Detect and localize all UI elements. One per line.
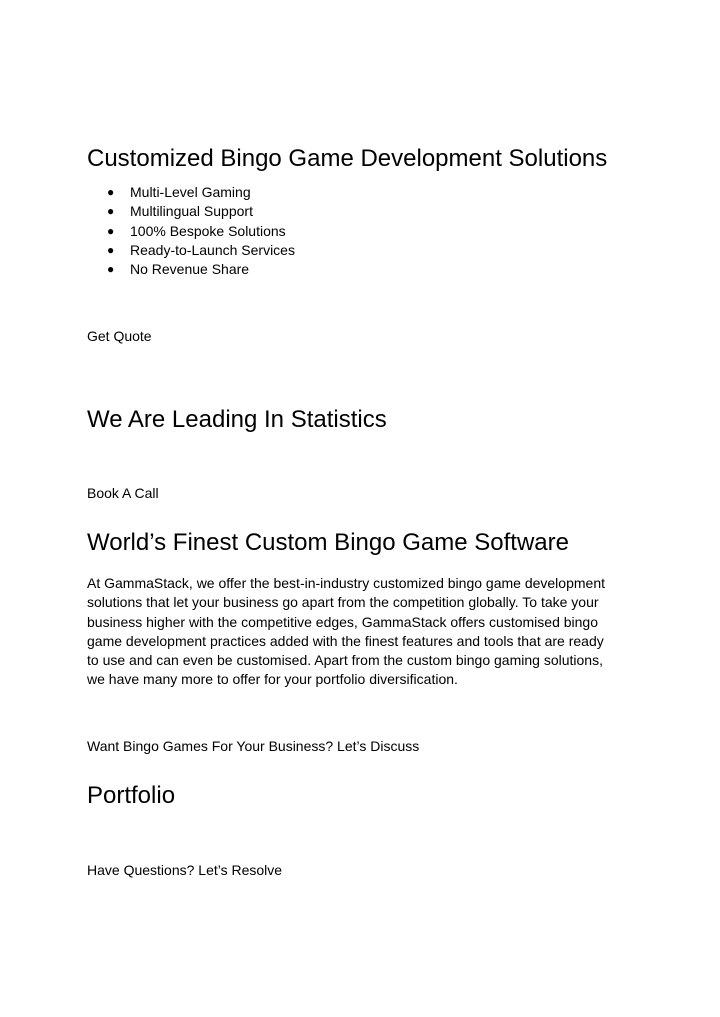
- list-item: [107, 260, 295, 279]
- discuss-text: Want Bingo Games For Your Business? Let’s Discuss: [87, 738, 420, 754]
- get-quote-text: Get Quote: [87, 328, 152, 344]
- bullet-icon: ●: [107, 185, 115, 199]
- bullet-icon: ●: [107, 204, 115, 219]
- book-call-text: Book A Call: [87, 485, 159, 501]
- bullet-icon: ●: [107, 242, 115, 257]
- list-item: [107, 222, 295, 241]
- heading-portfolio: Portfolio: [87, 782, 176, 809]
- paragraph-line: game development practices added with the finest features and tools that are ready: [87, 632, 604, 649]
- paragraph-line: At GammaStack, we offer the best-in-industry customized bingo game development: [87, 575, 605, 591]
- heading-bingo-solutions: Customized Bingo Game Development Solutions: [87, 145, 608, 172]
- bullet-icon: ●: [107, 262, 115, 276]
- list-item-label: Multi-Level Gaming: [130, 184, 251, 200]
- list-item-label: 100% Bespoke Solutions: [130, 222, 286, 239]
- list-item-label: No Revenue Share: [130, 261, 250, 277]
- paragraph-line: we have many more to offer for your portfolio diversification.: [87, 671, 458, 688]
- heading-statistics: We Are Leading In Statistics: [87, 406, 387, 433]
- list-item: [107, 183, 295, 202]
- heading-custom-bingo-software: World’s Finest Custom Bingo Game Software: [87, 529, 569, 556]
- list-item-label: Ready-to-Launch Services: [130, 241, 295, 258]
- list-item: [107, 241, 295, 260]
- feature-list: [107, 183, 295, 279]
- paragraph-line: solutions that let your business go apart from the competition globally. To take your: [87, 594, 599, 611]
- list-item: [107, 202, 295, 221]
- resolve-text: Have Questions? Let’s Resolve: [87, 862, 283, 878]
- paragraph-line: to use and can even be customised. Apart from the custom bingo gaming solutions,: [87, 652, 603, 669]
- bullet-icon: ●: [107, 223, 115, 238]
- paragraph-line: business higher with the competitive edges, GammaStack offers customised bingo: [87, 613, 598, 630]
- list-item-label: Multilingual Support: [130, 203, 253, 220]
- intro-paragraph: [87, 574, 632, 690]
